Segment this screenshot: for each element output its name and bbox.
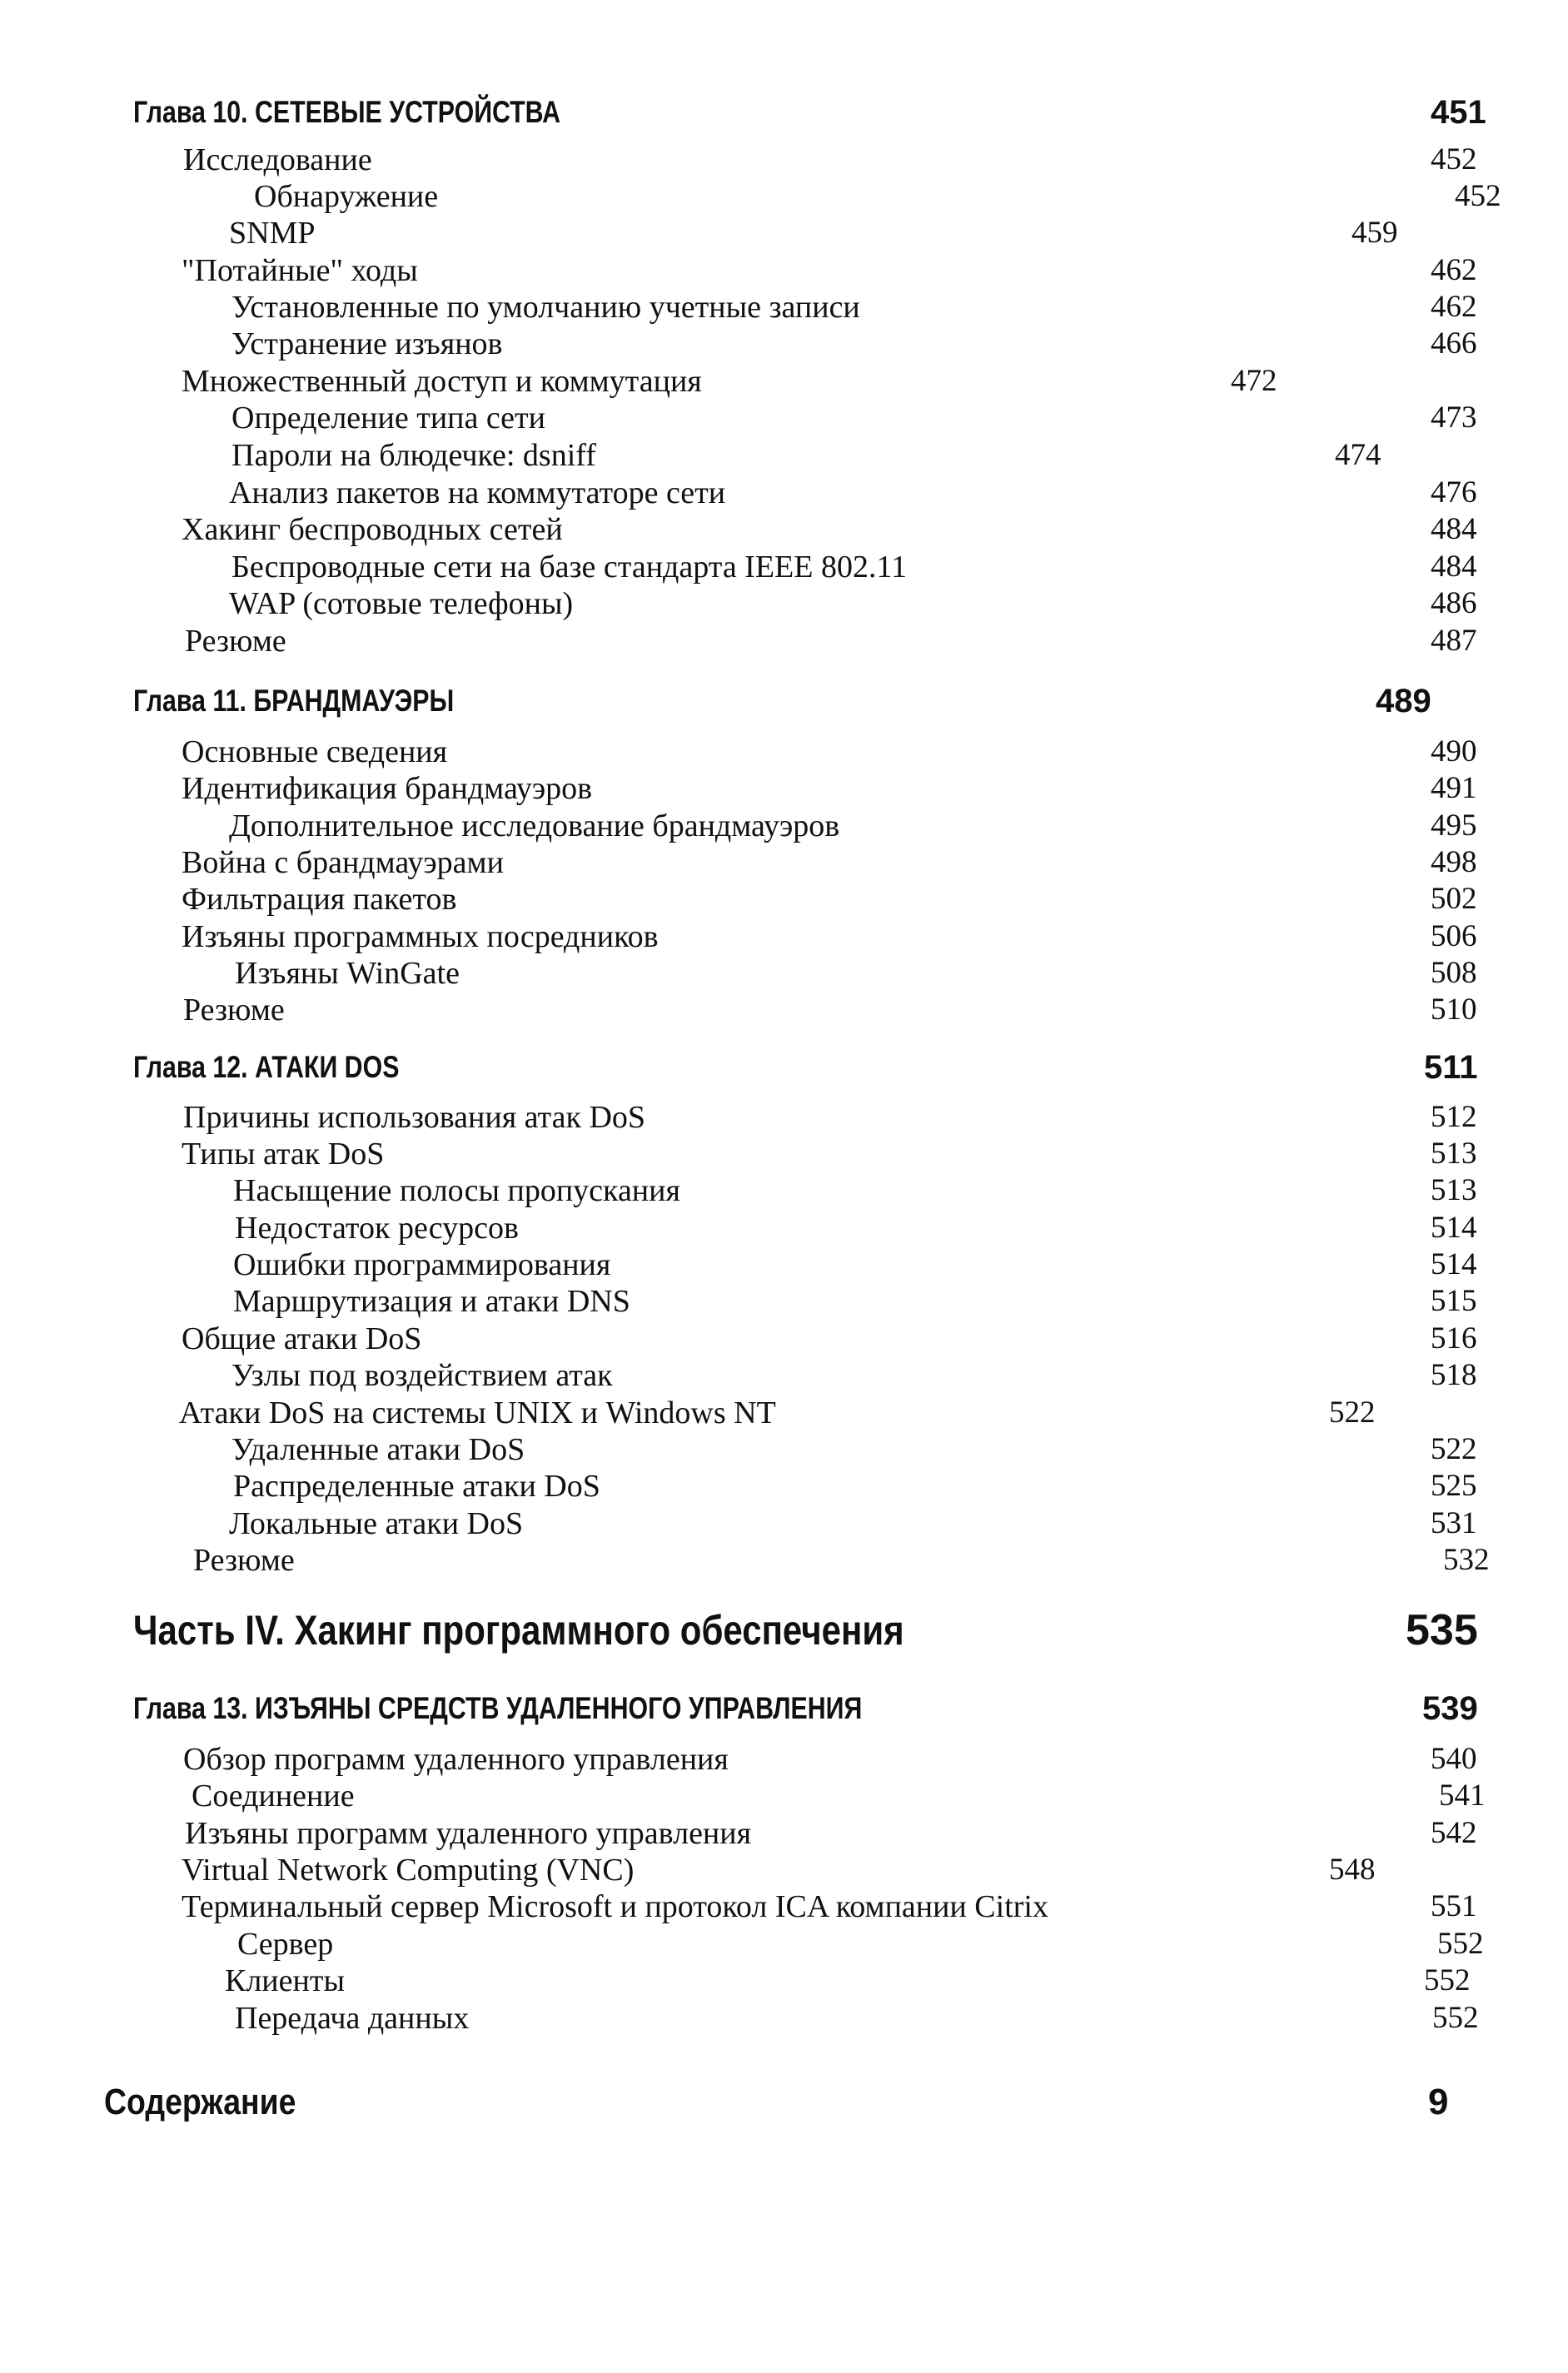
entry-page: 508 <box>1431 956 1477 990</box>
entry-page: 532 <box>1443 1543 1490 1577</box>
entry-page: 541 <box>1439 1779 1486 1813</box>
toc-entry <box>0 513 1568 546</box>
toc-entry <box>0 254 1568 287</box>
entry-text: Недостаток ресурсов <box>235 1211 519 1246</box>
entry-page: 486 <box>1431 586 1477 620</box>
toc-entry <box>0 1359 1568 1392</box>
entry-page: 452 <box>1455 179 1501 213</box>
chapter-heading <box>0 684 1568 718</box>
entry-page: 542 <box>1431 1816 1477 1850</box>
page-footer <box>0 2082 1568 2122</box>
entry-page: 472 <box>1231 364 1277 398</box>
chapter-page: 539 <box>1422 1690 1478 1727</box>
entry-text: Соединение <box>192 1779 355 1813</box>
toc-entry <box>0 1248 1568 1281</box>
toc-entry <box>0 1853 1568 1887</box>
entry-text: Virtual Network Computing (VNC) <box>182 1853 635 1888</box>
entry-text: Насыщение полосы пропускания <box>233 1173 680 1208</box>
entry-page: 459 <box>1351 216 1398 250</box>
entry-page: 452 <box>1431 142 1477 177</box>
toc-entry <box>0 216 1568 250</box>
entry-page: 514 <box>1431 1211 1477 1245</box>
entry-text: Сервер <box>237 1927 334 1962</box>
entry-page: 474 <box>1335 438 1381 472</box>
footer-page-number: 9 <box>1428 2082 1449 2122</box>
entry-text: "Потайные" ходы <box>182 253 418 288</box>
toc-entry <box>0 550 1568 584</box>
entry-text: Идентификация брандмауэров <box>182 771 593 806</box>
entry-page: 515 <box>1431 1284 1477 1318</box>
entry-page: 490 <box>1431 734 1477 769</box>
toc-entry <box>0 735 1568 769</box>
entry-text: Ошибки программирования <box>233 1247 611 1282</box>
entry-text: Война с брандмауэрами <box>182 845 504 880</box>
entry-page: 552 <box>1437 1927 1484 1961</box>
entry-text: Резюме <box>185 624 286 659</box>
toc-entry <box>0 1779 1568 1813</box>
chapter-heading <box>0 96 1568 129</box>
entry-page: 462 <box>1431 290 1477 324</box>
entry-text: Исследование <box>183 142 372 177</box>
entry-text: Маршрутизация и атаки DNS <box>233 1284 630 1319</box>
entry-text: Атаки DoS на системы UNIX и Windows NT <box>179 1395 776 1430</box>
entry-page: 518 <box>1431 1358 1477 1392</box>
toc-entry <box>0 2002 1568 2035</box>
toc-entry <box>0 1743 1568 1776</box>
toc-entry <box>0 143 1568 177</box>
entry-page: 502 <box>1431 882 1477 916</box>
toc-entry <box>0 957 1568 990</box>
entry-text: Удаленные атаки DoS <box>231 1432 525 1467</box>
toc-entry <box>0 291 1568 324</box>
chapter-heading <box>0 1692 1568 1725</box>
part-title: Часть IV. Хакинг программного обеспечения <box>133 1607 904 1654</box>
entry-page: 495 <box>1431 808 1477 843</box>
entry-text: Определение типа сети <box>231 400 545 435</box>
entry-text: SNMP <box>229 216 316 251</box>
entry-page: 466 <box>1431 326 1477 361</box>
entry-page: 512 <box>1431 1100 1477 1134</box>
entry-text: Дополнительное исследование брандмауэров <box>229 808 840 843</box>
entry-page: 473 <box>1431 400 1477 435</box>
entry-text: Основные сведения <box>182 734 448 769</box>
entry-page: 522 <box>1431 1432 1477 1466</box>
toc-entry <box>0 1964 1568 1997</box>
toc-entry <box>0 365 1568 398</box>
entry-page: 540 <box>1431 1742 1477 1776</box>
toc-entry <box>0 772 1568 805</box>
chapter-page: 511 <box>1424 1049 1478 1086</box>
entry-page: 552 <box>1432 2001 1479 2035</box>
toc-entry <box>0 1507 1568 1540</box>
entry-page: 516 <box>1431 1321 1477 1356</box>
toc-entry <box>0 1470 1568 1503</box>
chapter-title: Глава 10. СЕТЕВЫЕ УСТРОЙСТВА <box>133 95 560 129</box>
toc-entry <box>0 1817 1568 1850</box>
toc-entry <box>0 1101 1568 1134</box>
entry-page: 487 <box>1431 624 1477 658</box>
entry-page: 484 <box>1431 550 1477 584</box>
entry-page: 551 <box>1431 1889 1477 1923</box>
toc-entry <box>0 180 1568 213</box>
chapter-title: Глава 13. ИЗЪЯНЫ СРЕДСТВ УДАЛЕННОГО УПРАВЛЕНИЯ <box>133 1691 863 1725</box>
entry-text: Изъяны программ удаленного управления <box>185 1816 752 1851</box>
entry-page: 525 <box>1431 1469 1477 1503</box>
entry-page: 514 <box>1431 1247 1477 1281</box>
entry-text: Причины использования атак DoS <box>183 1100 646 1135</box>
entry-page: 552 <box>1424 1963 1471 1997</box>
toc-entry <box>0 1433 1568 1466</box>
entry-text: Устранение изъянов <box>231 326 503 361</box>
entry-text: Резюме <box>193 1543 295 1578</box>
toc-entry <box>0 846 1568 879</box>
entry-page: 506 <box>1431 919 1477 953</box>
entry-text: Фильтрация пакетов <box>182 882 457 917</box>
toc-entry <box>0 1174 1568 1207</box>
entry-page: 462 <box>1431 253 1477 287</box>
entry-text: Изъяны программных посредников <box>182 919 659 954</box>
entry-page: 491 <box>1431 771 1477 805</box>
entry-text: Узлы под воздействием атак <box>231 1358 613 1393</box>
toc-entry <box>0 1211 1568 1245</box>
chapter-title: Глава 11. БРАНДМАУЭРЫ <box>133 684 455 718</box>
entry-text: Терминальный сервер Microsoft и протокол ICA компании Citrix <box>182 1889 1048 1924</box>
part-heading <box>0 1607 1568 1654</box>
part-page: 535 <box>1406 1606 1478 1654</box>
toc-entry <box>0 401 1568 435</box>
entry-page: 513 <box>1431 1137 1477 1171</box>
entry-text: Установленные по умолчанию учетные записи <box>231 290 860 325</box>
toc-entry <box>0 809 1568 843</box>
entry-text: Беспроводные сети на базе стандарта IEEE 802.11 <box>231 550 908 585</box>
entry-text: Обзор программ удаленного управления <box>183 1742 729 1777</box>
chapter-heading <box>0 1051 1568 1084</box>
entry-text: Множественный доступ и коммутация <box>182 364 702 399</box>
toc-entry <box>0 1322 1568 1356</box>
entry-text: Общие атаки DoS <box>182 1321 422 1356</box>
entry-page: 531 <box>1431 1506 1477 1540</box>
toc-entry <box>0 1396 1568 1430</box>
entry-text: Анализ пакетов на коммутаторе сети <box>229 475 726 510</box>
entry-text: Клиенты <box>225 1963 345 1998</box>
entry-page: 522 <box>1329 1395 1376 1430</box>
entry-page: 498 <box>1431 845 1477 879</box>
toc-entry <box>0 1285 1568 1318</box>
entry-page: 548 <box>1329 1853 1376 1887</box>
chapter-page: 489 <box>1376 683 1431 719</box>
entry-page: 484 <box>1431 512 1477 546</box>
toc-entry <box>0 920 1568 953</box>
toc-entry <box>0 1890 1568 1923</box>
toc-entry <box>0 883 1568 916</box>
entry-page: 476 <box>1431 475 1477 510</box>
entry-text: Локальные атаки DoS <box>229 1506 524 1541</box>
entry-text: Хакинг беспроводных сетей <box>182 512 563 547</box>
toc-entry <box>0 476 1568 510</box>
entry-text: Резюме <box>183 992 285 1027</box>
entry-text: Обнаружение <box>254 179 439 214</box>
entry-text: Типы атак DoS <box>182 1137 385 1172</box>
toc-entry <box>0 327 1568 361</box>
entry-text: Изъяны WinGate <box>235 956 460 991</box>
entry-text: Распределенные атаки DoS <box>233 1469 600 1504</box>
entry-page: 510 <box>1431 992 1477 1027</box>
toc-entry <box>0 1928 1568 1961</box>
toc-entry <box>0 1544 1568 1577</box>
toc-entry <box>0 439 1568 472</box>
toc-entry <box>0 993 1568 1027</box>
toc-entry <box>0 624 1568 658</box>
chapter-page: 451 <box>1431 94 1486 131</box>
entry-page: 513 <box>1431 1173 1477 1207</box>
toc-entry <box>0 1137 1568 1171</box>
entry-text: Пароли на блюдечке: dsniff <box>231 438 596 473</box>
toc-entry <box>0 587 1568 620</box>
chapter-title: Глава 12. АТАКИ DOS <box>133 1050 400 1084</box>
entry-text: WAP (сотовые телефоны) <box>229 586 574 621</box>
entry-text: Передача данных <box>235 2001 470 2036</box>
footer-label: Содержание <box>104 2082 296 2122</box>
